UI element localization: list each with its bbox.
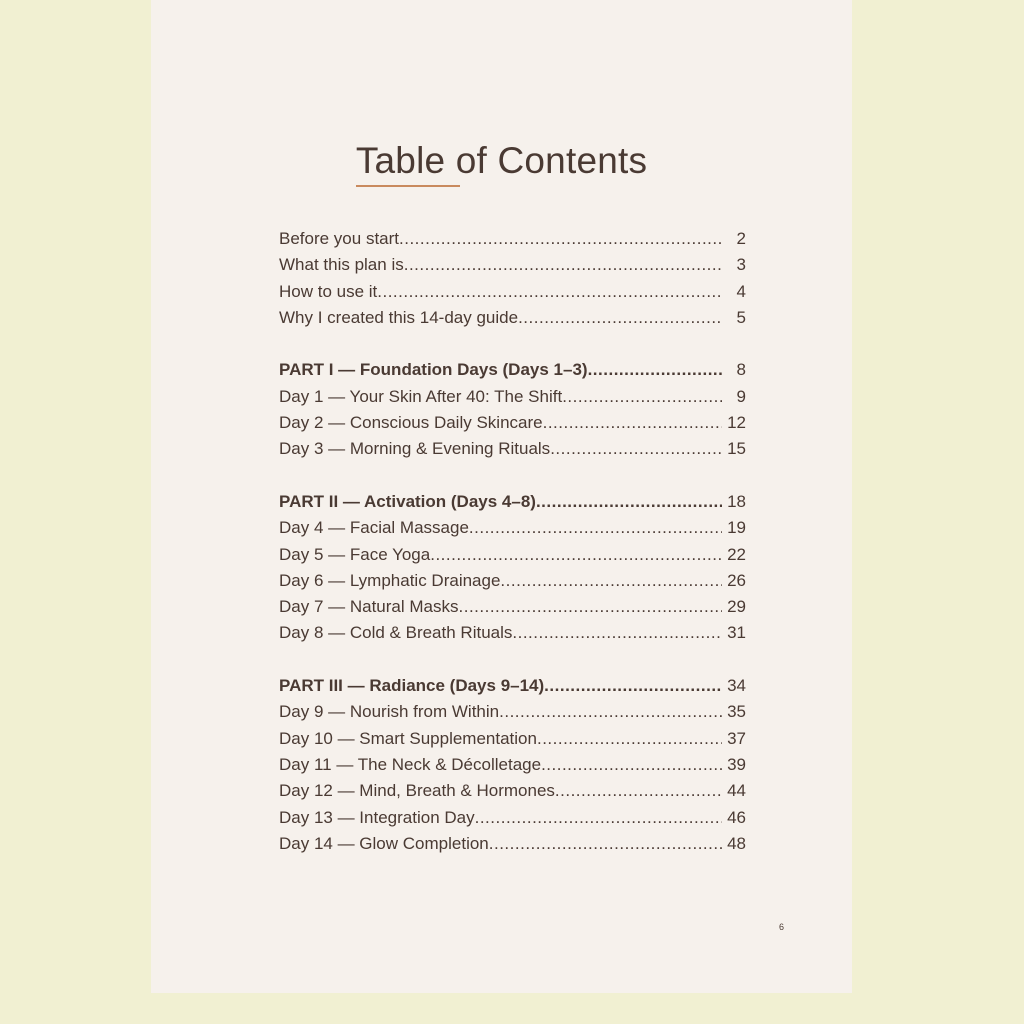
toc-entry-label: Day 9 — Nourish from Within xyxy=(279,702,500,722)
dot-leader xyxy=(500,568,722,594)
toc-part-heading[interactable] xyxy=(279,357,746,383)
dot-leader xyxy=(518,305,722,331)
dot-leader xyxy=(377,279,722,305)
dot-leader xyxy=(555,778,722,804)
toc-entry[interactable] xyxy=(279,831,746,857)
toc-part3-group xyxy=(279,673,746,857)
toc-entry-page: 2 xyxy=(736,229,746,248)
table-of-contents xyxy=(279,226,746,883)
toc-part2-group xyxy=(279,489,746,647)
toc-part-label: PART III — Radiance (Days 9–14) xyxy=(279,676,545,696)
toc-part1-group xyxy=(279,357,746,462)
toc-entry-page: 44 xyxy=(727,781,746,801)
document-page xyxy=(151,0,852,993)
toc-part-label: PART I — Foundation Days (Days 1–3) xyxy=(279,360,588,380)
dot-leader xyxy=(489,831,722,857)
toc-entry-page: 35 xyxy=(727,702,746,722)
toc-entry-label: Day 13 — Integration Day xyxy=(279,807,475,827)
toc-entry-label: Day 14 — Glow Completion xyxy=(279,833,489,853)
toc-entry[interactable] xyxy=(279,778,746,804)
toc-entry-page: 26 xyxy=(727,570,746,590)
toc-entry-label: Day 6 — Lymphatic Drainage xyxy=(279,570,501,590)
toc-entry[interactable] xyxy=(279,384,746,410)
toc-entry[interactable] xyxy=(279,620,746,646)
toc-entry-page: 19 xyxy=(727,518,746,538)
dot-leader xyxy=(541,752,722,778)
toc-entry-label: Day 11 — The Neck & Décolletage xyxy=(279,754,542,774)
toc-part-page: 8 xyxy=(736,360,746,380)
toc-entry[interactable] xyxy=(279,515,746,541)
toc-entry-page: 39 xyxy=(727,754,746,774)
toc-entry-page: 37 xyxy=(727,728,746,748)
dot-leader xyxy=(562,384,722,410)
toc-part-heading[interactable] xyxy=(279,673,746,699)
toc-entry[interactable] xyxy=(279,436,746,462)
dot-leader xyxy=(399,226,722,252)
toc-part-heading[interactable] xyxy=(279,489,746,515)
toc-part-label: PART II — Activation (Days 4–8) xyxy=(279,491,536,511)
toc-entry-label: Day 3 — Morning & Evening Rituals xyxy=(279,439,551,459)
toc-entry[interactable] xyxy=(279,279,746,305)
toc-entry[interactable] xyxy=(279,305,746,331)
toc-entry-label: How to use it xyxy=(279,281,378,301)
toc-entry-page: 31 xyxy=(727,623,746,643)
dot-leader xyxy=(475,805,722,831)
toc-entry[interactable] xyxy=(279,252,746,278)
page-title: Table of Contents xyxy=(355,140,648,181)
toc-entry-label: Day 8 — Cold & Breath Rituals xyxy=(279,623,513,643)
toc-entry[interactable] xyxy=(279,752,746,778)
toc-part-page: 34 xyxy=(727,676,746,696)
toc-entry[interactable] xyxy=(279,410,746,436)
toc-entry[interactable] xyxy=(279,726,746,752)
dot-leader xyxy=(536,489,722,515)
dot-leader xyxy=(512,620,722,646)
dot-leader xyxy=(550,436,722,462)
dot-leader xyxy=(588,357,722,383)
toc-entry-page: 4 xyxy=(736,281,746,301)
toc-entry-label: Day 5 — Face Yoga xyxy=(279,544,431,564)
page-number: 6 xyxy=(779,922,785,932)
toc-entry[interactable] xyxy=(279,805,746,831)
toc-entry[interactable] xyxy=(279,594,746,620)
dot-leader xyxy=(404,252,722,278)
toc-entry-page: 15 xyxy=(727,439,746,459)
toc-entry-label: Day 10 — Smart Supplementation xyxy=(279,728,537,748)
toc-entry-page: 9 xyxy=(736,386,746,406)
toc-entry[interactable] xyxy=(279,226,746,252)
dot-leader xyxy=(499,699,722,725)
toc-entry[interactable] xyxy=(279,699,746,725)
toc-part-page: 18 xyxy=(727,491,746,511)
toc-entry-page: 48 xyxy=(727,833,746,853)
toc-entry-page: 22 xyxy=(727,544,746,564)
toc-entry-page: 5 xyxy=(736,307,746,327)
toc-entry[interactable] xyxy=(279,568,746,594)
toc-entry-label: Day 7 — Natural Masks xyxy=(279,597,459,617)
title-underline xyxy=(356,185,460,187)
toc-entry-page: 3 xyxy=(736,255,746,275)
toc-entry-page: 29 xyxy=(727,597,746,617)
dot-leader xyxy=(459,594,723,620)
toc-entry-label: Day 4 — Facial Massage xyxy=(279,518,469,538)
dot-leader xyxy=(537,726,722,752)
toc-entry-label: Day 12 — Mind, Breath & Hormones xyxy=(279,781,555,801)
toc-entry[interactable] xyxy=(279,542,746,568)
dot-leader xyxy=(544,673,722,699)
toc-entry-label: Before you start xyxy=(279,229,400,248)
dot-leader xyxy=(469,515,722,541)
toc-entry-label: Why I created this 14-day guide xyxy=(279,307,519,327)
dot-leader xyxy=(543,410,722,436)
dot-leader xyxy=(430,542,722,568)
toc-intro-group xyxy=(279,226,746,331)
toc-entry-label: What this plan is xyxy=(279,255,404,275)
toc-entry-label: Day 2 — Conscious Daily Skincare xyxy=(279,413,543,433)
toc-entry-page: 46 xyxy=(727,807,746,827)
toc-entry-label: Day 1 — Your Skin After 40: The Shift xyxy=(279,386,563,406)
toc-entry-page: 12 xyxy=(727,413,746,433)
